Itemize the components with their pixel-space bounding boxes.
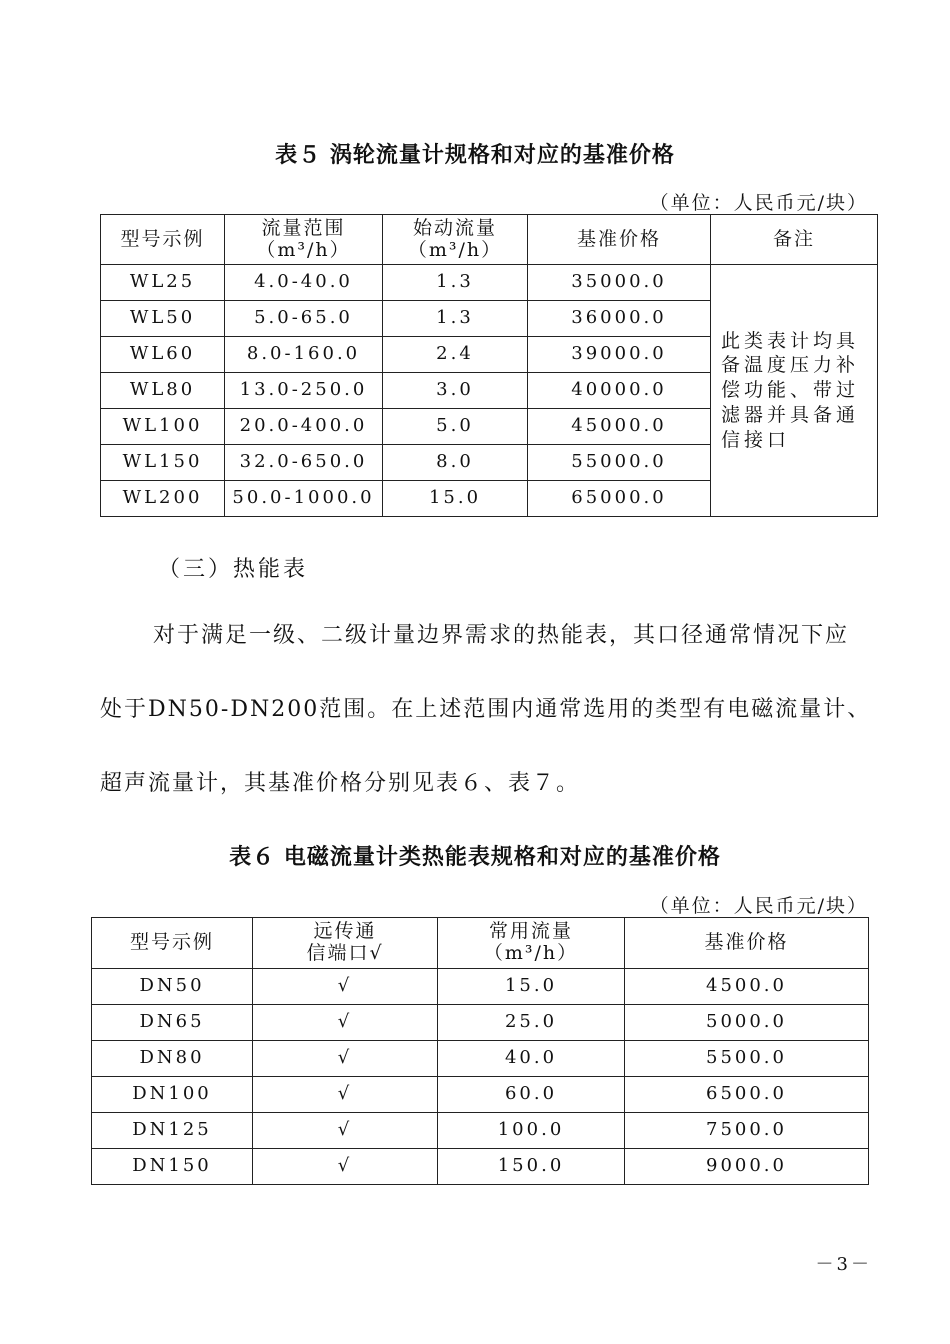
- paragraph-line-3: 超声流量计，其基准价格分别见表６、表７。: [100, 771, 581, 796]
- table6-cell-model: DN50: [92, 969, 253, 1005]
- table5-cell-price: 39000.0: [528, 337, 711, 373]
- table5-cell-start: 8.0: [383, 445, 528, 481]
- table-row: [92, 1077, 869, 1113]
- paragraph-line-2: 处于DN50-DN200范围。在上述范围内通常选用的类型有电磁流量计、: [100, 697, 872, 722]
- page-number: －3－: [815, 1254, 872, 1275]
- table-row: [92, 1113, 869, 1149]
- table5-cell-model: WL100: [101, 409, 225, 445]
- table5-cell-range: 5.0-65.0: [225, 301, 383, 337]
- table5-cell-range: 20.0-400.0: [225, 409, 383, 445]
- table5-cell-start: 15.0: [383, 481, 528, 517]
- table6-title: 表６ 电磁流量计类热能表规格和对应的基准价格: [229, 845, 721, 870]
- check-icon: √: [253, 969, 438, 1005]
- table5-cell-model: WL25: [101, 265, 225, 301]
- table5-cell-range: 32.0-650.0: [225, 445, 383, 481]
- table5-cell-model: WL80: [101, 373, 225, 409]
- table5-cell-model: WL150: [101, 445, 225, 481]
- table5-cell-model: WL60: [101, 337, 225, 373]
- table5-cell-start: 1.3: [383, 301, 528, 337]
- table6-header-row: [92, 918, 869, 969]
- table6-cell-model: DN100: [92, 1077, 253, 1113]
- check-icon: √: [253, 1041, 438, 1077]
- table5-cell-price: 45000.0: [528, 409, 711, 445]
- table5-cell-price: 35000.0: [528, 265, 711, 301]
- table5-cell-range: 8.0-160.0: [225, 337, 383, 373]
- table6-cell-flow: 100.0: [438, 1113, 625, 1149]
- table6-cell-flow: 60.0: [438, 1077, 625, 1113]
- table6-cell-model: DN80: [92, 1041, 253, 1077]
- check-icon: √: [253, 1077, 438, 1113]
- paragraph-line-1: 对于满足一级、二级计量边界需求的热能表，其口径通常情况下应: [153, 623, 850, 648]
- table-row: [92, 1041, 869, 1077]
- table5-cell-model: WL50: [101, 301, 225, 337]
- table5-cell-start: 1.3: [383, 265, 528, 301]
- table5-header-start: [383, 215, 528, 265]
- table5-unit-note: （单位：人民币元/块）: [649, 192, 868, 214]
- table5-header-row: [101, 215, 878, 265]
- table6-cell-model: DN65: [92, 1005, 253, 1041]
- table6-header-remote-line2: 信端口√: [306, 942, 384, 964]
- table5-header-model: 型号示例: [101, 215, 225, 265]
- table-row: [92, 1005, 869, 1041]
- table6-cell-price: 5000.0: [625, 1005, 869, 1041]
- table5-cell-price: 40000.0: [528, 373, 711, 409]
- table5-cell-price: 36000.0: [528, 301, 711, 337]
- table6-header-flow-line2: （m³/h）: [483, 942, 579, 964]
- table5-cell-price: 65000.0: [528, 481, 711, 517]
- section-heading: （三）热能表: [158, 557, 309, 582]
- table6-header-remote: [253, 918, 438, 969]
- table6-cell-flow: 15.0: [438, 969, 625, 1005]
- table-row: [101, 265, 878, 301]
- table6-cell-price: 7500.0: [625, 1113, 869, 1149]
- table5-header-range: [225, 215, 383, 265]
- table5-remark-cell: 此类表计均具备温度压力补偿功能、带过滤器并具备通信接口: [711, 265, 878, 517]
- table6-cell-price: 5500.0: [625, 1041, 869, 1077]
- table5-cell-price: 55000.0: [528, 445, 711, 481]
- table6-header-price: 基准价格: [625, 918, 869, 969]
- table5-header-range-line1: 流量范围: [261, 216, 346, 239]
- table5-cell-start: 2.4: [383, 337, 528, 373]
- table5-title: 表５ 涡轮流量计规格和对应的基准价格: [275, 143, 675, 168]
- table-row: [92, 1149, 869, 1185]
- table6-cell-model: DN125: [92, 1113, 253, 1149]
- table-row: [92, 969, 869, 1005]
- check-icon: √: [253, 1113, 438, 1149]
- table6-cell-price: 4500.0: [625, 969, 869, 1005]
- check-icon: √: [253, 1005, 438, 1041]
- table6-header-flow: [438, 918, 625, 969]
- table6-header-remote-line1: 远传通: [313, 920, 377, 943]
- table6-header-flow-line1: 常用流量: [488, 920, 573, 943]
- table5-cell-range: 13.0-250.0: [225, 373, 383, 409]
- table6-header-model: 型号示例: [92, 918, 253, 969]
- table6-unit-note: （单位：人民币元/块）: [649, 895, 868, 917]
- table5-header-remark: 备注: [711, 215, 878, 265]
- table6-cell-price: 9000.0: [625, 1149, 869, 1185]
- table6-cell-flow: 25.0: [438, 1005, 625, 1041]
- table5-header-start-line1: 始动流量: [412, 216, 497, 239]
- table5-header-price: 基准价格: [528, 215, 711, 265]
- table5-cell-range: 50.0-1000.0: [225, 481, 383, 517]
- table6-cell-price: 6500.0: [625, 1077, 869, 1113]
- table6-cell-model: DN150: [92, 1149, 253, 1185]
- table5-header-range-line2: （m³/h）: [256, 238, 351, 261]
- table5-cell-start: 3.0: [383, 373, 528, 409]
- table6-cell-flow: 150.0: [438, 1149, 625, 1185]
- table5-cell-range: 4.0-40.0: [225, 265, 383, 301]
- table5-cell-model: WL200: [101, 481, 225, 517]
- check-icon: √: [253, 1149, 438, 1185]
- table6-cell-flow: 40.0: [438, 1041, 625, 1077]
- table5-header-start-line2: （m³/h）: [407, 238, 503, 261]
- table6: [91, 917, 869, 1185]
- table5: [100, 214, 878, 517]
- table5-cell-start: 5.0: [383, 409, 528, 445]
